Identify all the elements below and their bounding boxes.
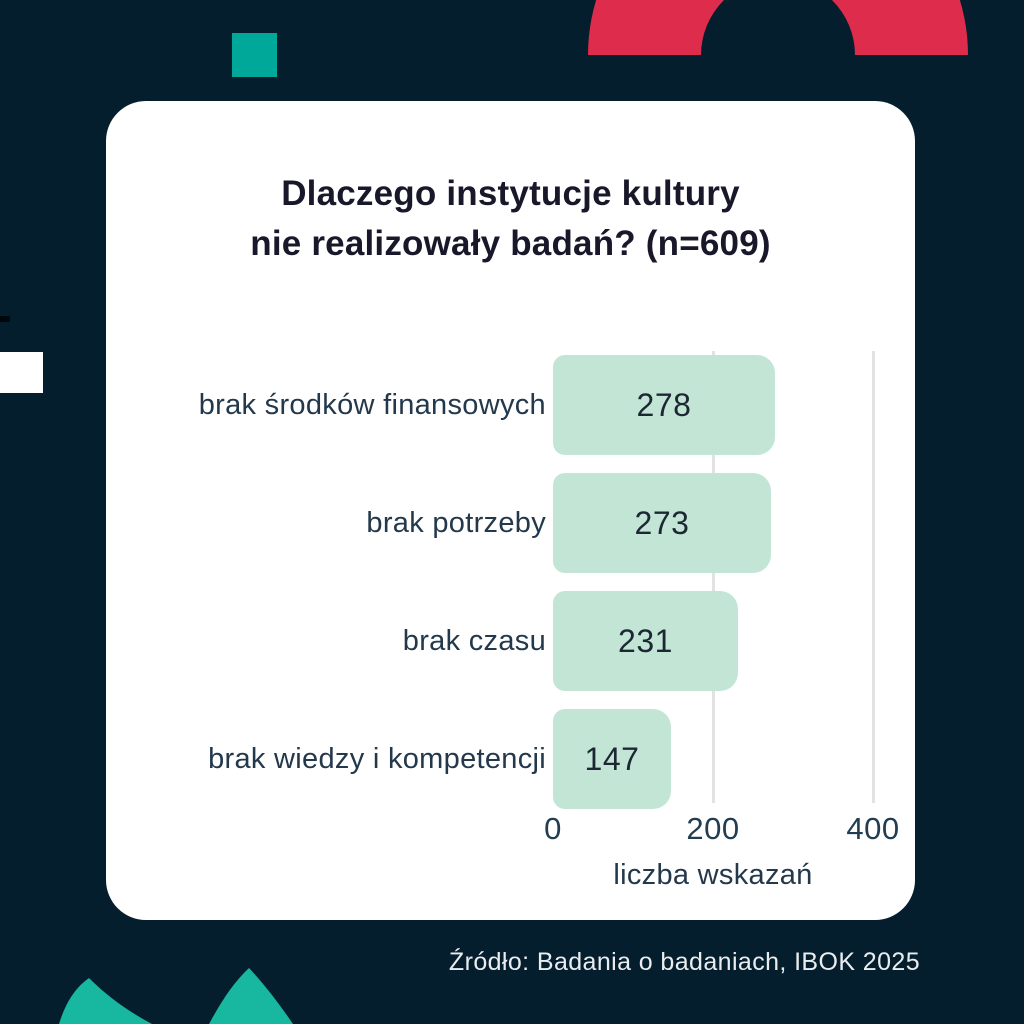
bar-row: [106, 709, 915, 809]
red-half-ring-shape: [588, 0, 968, 55]
bar-value-label: 147: [584, 740, 640, 777]
bar-chart: [106, 101, 915, 920]
bar-value-label: 231: [618, 622, 673, 659]
chart-title-line2: nie realizowały badań? (n=609): [250, 224, 771, 263]
category-label: brak środków finansowych: [198, 388, 546, 421]
category-label: brak potrzeby: [366, 506, 546, 539]
bar: [553, 473, 771, 573]
bar-value-label: 273: [634, 504, 690, 541]
teal-square-icon: [232, 33, 277, 77]
chart-card: [106, 101, 915, 920]
teal-fin-left-shape: [59, 978, 152, 1024]
bar: [553, 355, 775, 455]
x-axis-label: liczba wskazań: [613, 859, 813, 891]
bar: [553, 709, 671, 809]
source-caption: Źródło: Badania o badaniach, IBOK 2025: [448, 948, 920, 976]
bar-row: [106, 591, 915, 691]
white-rectangle-icon: [0, 352, 43, 393]
bar-row: [106, 473, 915, 573]
x-tick-label-200: 200: [686, 811, 740, 846]
category-label: brak wiedzy i kompetencji: [208, 742, 546, 775]
x-tick-label-400: 400: [846, 811, 900, 846]
category-label: brak czasu: [402, 624, 546, 657]
bar: [553, 591, 738, 691]
black-dash-icon: [0, 316, 10, 322]
bar-value-label: 278: [636, 386, 692, 423]
chart-title-line1: Dlaczego instytucje kultury: [281, 174, 740, 213]
teal-fin-right-shape: [209, 968, 293, 1024]
x-tick-label-0: 0: [544, 811, 562, 846]
bar-row: [106, 355, 915, 455]
